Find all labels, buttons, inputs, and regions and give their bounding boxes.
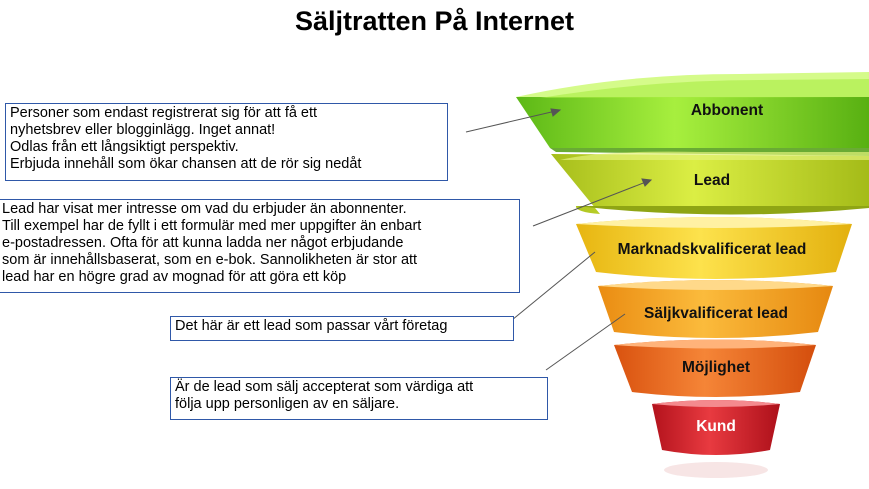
arrow-marknadskvalificerat bbox=[512, 252, 595, 320]
funnel-label-lead: Lead bbox=[693, 172, 731, 189]
description-line: e-postadressen. Ofta för att kunna ladda ner något erbjudande bbox=[2, 235, 404, 251]
description-line: lead har en högre grad av mognad för att göra ett köp bbox=[2, 269, 347, 285]
funnel-level-kund bbox=[652, 400, 780, 478]
funnel-label-saljkvalificerat: Säljkvalificerat lead bbox=[644, 305, 788, 322]
funnel-label-mojlighet: Möjlighet bbox=[681, 359, 751, 376]
description-line: Är de lead som sälj accepterat som värdiga att bbox=[175, 379, 474, 395]
description-line: Odlas från ett långsiktigt perspektiv. bbox=[10, 139, 239, 155]
description-box-marknadskvalificerat bbox=[170, 316, 514, 341]
description-line: Det här är ett lead som passar vårt företag bbox=[175, 318, 448, 334]
description-line: följa upp personligen av en säljare. bbox=[175, 396, 400, 412]
description-box-saljkvalificerat bbox=[170, 377, 548, 420]
funnel-label-marknadskvalificerat: Marknadskvalificerat lead bbox=[617, 241, 807, 258]
description-line: Till exempel har de fyllt i ett formulär med mer uppgifter än enbart bbox=[2, 218, 422, 234]
description-box-abbonent bbox=[5, 103, 448, 181]
description-line: nyhetsbrev eller blogginlägg. Inget annat! bbox=[10, 122, 276, 138]
funnel-label-kund: Kund bbox=[696, 418, 736, 435]
description-line: som är innehållsbaserat, som en e-bok. Sannolikheten är stor att bbox=[2, 252, 418, 268]
page-title: Säljtratten På Internet bbox=[294, 6, 575, 36]
funnel-label-abbonent: Abbonent bbox=[690, 102, 764, 119]
description-box-lead bbox=[0, 199, 520, 293]
description-line: Erbjuda innehåll som ökar chansen att de rör sig nedåt bbox=[10, 156, 362, 172]
description-line: Personer som endast registrerat sig för att få ett bbox=[10, 105, 318, 121]
description-line: Lead har visat mer intresse om vad du erbjuder än abonnenter. bbox=[2, 201, 407, 217]
